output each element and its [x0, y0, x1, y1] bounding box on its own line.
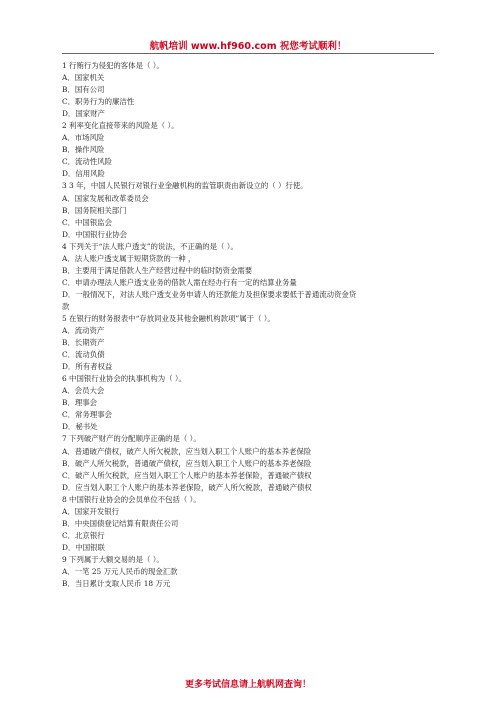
text-line: 6 中国银行业协会的执事机构为（ ）。	[62, 374, 186, 384]
text-line: 8 中国银行业协会的会员单位不包括（ ）。	[62, 494, 201, 504]
text-line: 3 3 年，中国人民银行对银行业金融机构的监管职责由新设立的（ ）行使。	[62, 181, 308, 191]
text-line: D．中国银行业协会	[62, 229, 128, 239]
text-line: B．长期资产	[62, 338, 105, 348]
text-line: B．破产人所欠税款，普通破产债权，应当划入职工个人账户的基本养老保险	[62, 458, 312, 468]
text-line: C．职务行为的廉洁性	[62, 97, 135, 107]
text-line: C．流动负债	[62, 350, 105, 360]
text-line: 4 下列关于“法人账户透支”的说法，不正确的是（ ）。	[62, 241, 238, 251]
text-line: 9 下列属于大额交易的是（ ）。	[62, 554, 164, 564]
text-line: C．申请办理法人账户透支业务的借款人需在经办行有一定的结算业务量	[62, 277, 297, 287]
text-line: C．常务理事会	[62, 410, 112, 420]
page-header: 航帆培训 www.hf960.com 祝您考试顺利！	[149, 41, 347, 52]
text-line: A．一笔 25 万元人民币的现金汇款	[62, 566, 178, 576]
text-line: D．应当划入职工个人账户的基本养老保险，破产人所欠税款，普通破产债权	[62, 482, 312, 492]
text-line: C．北京银行	[62, 530, 105, 540]
header-divider	[62, 53, 434, 54]
text-line: A．法人账户透支属于短期贷款的一种 ，	[62, 253, 196, 263]
text-line: D．所有者权益	[62, 362, 113, 372]
text-line: 7 下列破产财产的分配顺序正确的是（ ）。	[62, 434, 201, 444]
text-line: A．国家机关	[62, 73, 105, 83]
text-line: 1 行贿行为侵犯的客体是（ ）。	[62, 61, 164, 70]
text-line: C．中国银监会	[62, 217, 112, 227]
text-line: B．主要用于满足借款人生产经营过程中的临时防资金需要	[62, 265, 253, 275]
text-line: A．市场风险	[62, 133, 105, 143]
text-line: A．流动资产	[62, 326, 105, 336]
text-line: A．国家发展和改革委员会	[62, 193, 149, 203]
text-line: D．国家财产	[62, 109, 105, 119]
text-line: B．当日累计支取人民币 18 万元	[62, 579, 171, 589]
text-line: 2 利率变化直接带来的风险是（ ）。	[62, 121, 179, 131]
text-line: C．破产人所欠税款，应当划入职工个人账户的基本养老保险，普通破产债权	[62, 470, 312, 480]
text-line: D．中国银联	[62, 542, 105, 552]
text-line: B．国务院相关部门	[62, 205, 127, 215]
text-line: A．国家开发银行	[62, 506, 120, 516]
text-line: D．一般情况下，对法人账户透支业务申请人的还款能力及担保要求要低于普通流动资金贷	[62, 289, 357, 299]
text-line: 款	[62, 301, 70, 311]
text-line: D．信用风险	[62, 169, 105, 179]
text-line: B．操作风险	[62, 145, 105, 155]
text-line: B．理事会	[62, 398, 97, 408]
question-list	[62, 60, 434, 590]
text-line: B．国有公司	[62, 85, 105, 95]
text-line: C．流动性风险	[62, 157, 112, 167]
text-line: D．秘书处	[62, 422, 98, 432]
text-line: 5 在银行的财务报表中“存放同业及其他金融机构款项”属于（ ）。	[62, 313, 275, 323]
text-line: A．会员大会	[62, 386, 105, 396]
text-line: B．中央国债登记结算有限责任公司	[62, 518, 179, 528]
page-footer: 更多考试信息请上航帆网查询！	[184, 680, 311, 690]
text-line: A．普通破产债权，破产人所欠税款，应当划入职工个人账户的基本养老保险	[62, 446, 312, 456]
